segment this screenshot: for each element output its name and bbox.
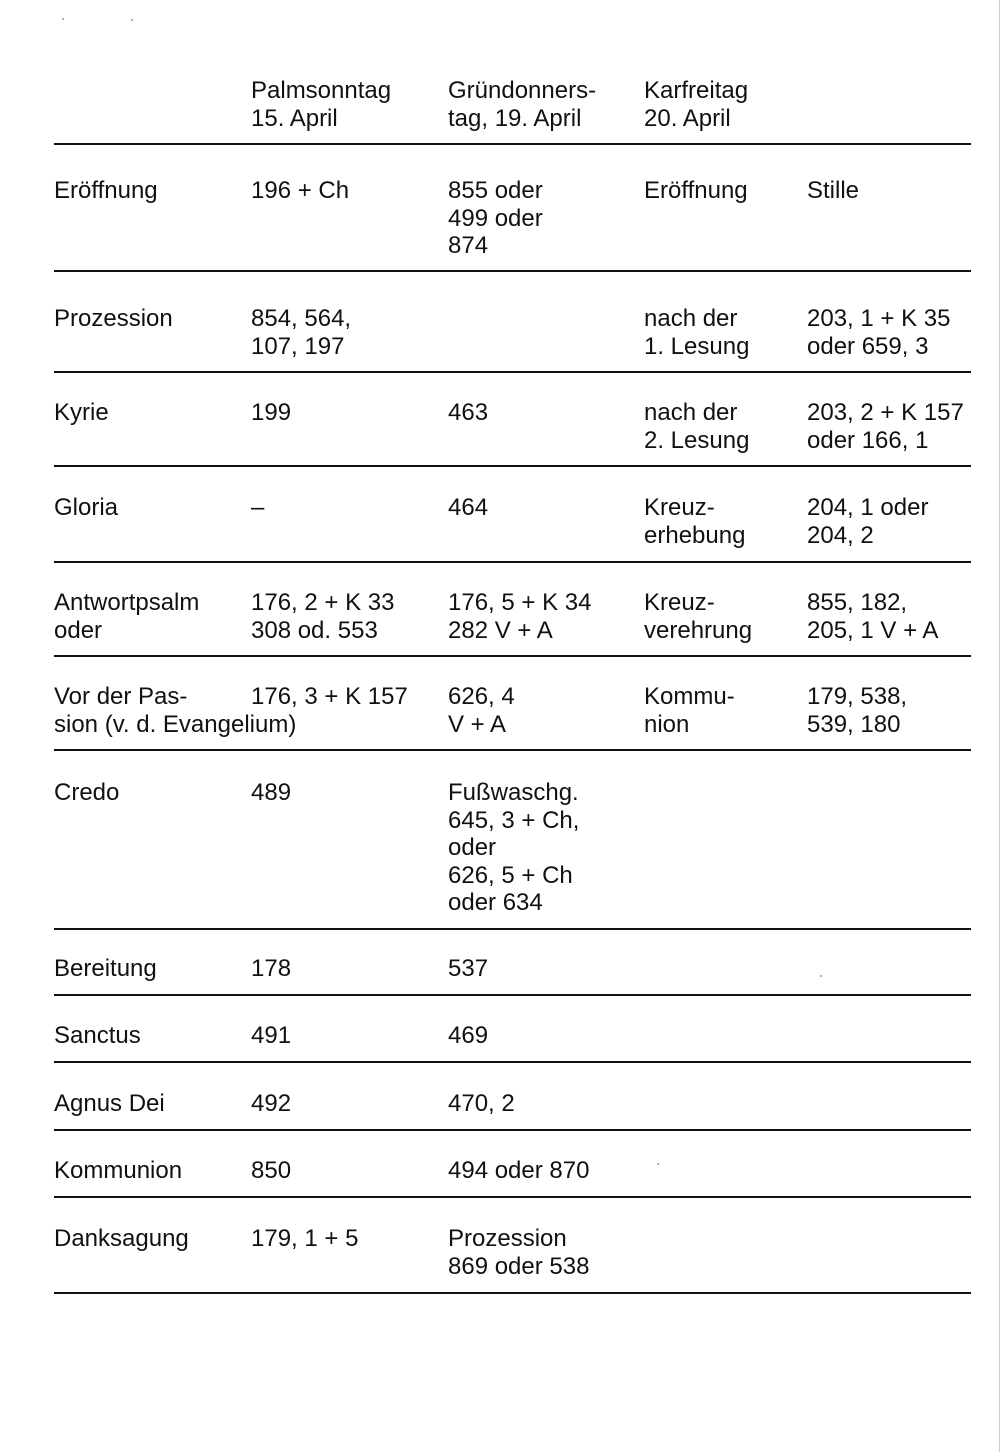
gruendonnerstag-value: 494 oder 870 (448, 1157, 590, 1184)
table-rule (54, 928, 971, 930)
karfreitag-value: Stille (807, 177, 860, 204)
gruendonnerstag-value: 470, 2 (448, 1090, 515, 1117)
table-rule (54, 1061, 971, 1063)
row-label: Kyrie (54, 399, 109, 426)
table-rule (54, 655, 971, 657)
table-rule (54, 1292, 971, 1294)
karfreitag-label: Kommu- nion (644, 683, 735, 738)
table-rule (54, 371, 971, 373)
row-label: Antwortpsalm oder (54, 589, 200, 644)
karfreitag-value: 204, 1 oder 204, 2 (807, 494, 929, 549)
palmsonntag-value: 196 + Ch (251, 177, 350, 204)
row-label: Danksagung (54, 1225, 189, 1252)
gruendonnerstag-value: 626, 4 V + A (448, 683, 515, 738)
karfreitag-label: Eröffnung (644, 177, 748, 204)
gruendonnerstag-value: 855 oder 499 oder 874 (448, 177, 543, 259)
row-label: Gloria (54, 494, 119, 521)
header-gruendonnerstag: Gründonners- tag, 19. April (448, 77, 597, 132)
karfreitag-value: 179, 538, 539, 180 (807, 683, 908, 738)
gruendonnerstag-value: 463 (448, 399, 489, 426)
palmsonntag-value: 850 (251, 1157, 292, 1184)
scan-speck (62, 18, 64, 20)
header-palmsonntag: Palmsonntag 15. April (251, 77, 392, 132)
gruendonnerstag-value: 469 (448, 1022, 489, 1049)
palmsonntag-value: – (251, 494, 265, 521)
gruendonnerstag-value: Fußwaschg. 645, 3 + Ch, oder 626, 5 + Ch oder 634 (448, 779, 580, 916)
row-label: Eröffnung (54, 177, 158, 204)
scan-speck (131, 19, 133, 21)
karfreitag-label: Kreuz- erhebung (644, 494, 746, 549)
table-rule (54, 994, 971, 996)
karfreitag-value: 203, 2 + K 157 oder 166, 1 (807, 399, 964, 454)
row-label: Sanctus (54, 1022, 141, 1049)
karfreitag-value: 203, 1 + K 35 oder 659, 3 (807, 305, 951, 360)
palmsonntag-value: 176, 2 + K 33 308 od. 553 (251, 589, 395, 644)
palmsonntag-value: 176, 3 + K 157 (251, 683, 408, 710)
scan-speck (657, 1163, 659, 1165)
gruendonnerstag-value: Prozession 869 oder 538 (448, 1225, 590, 1280)
row-label: Credo (54, 779, 120, 806)
scan-speck (820, 975, 822, 977)
row-label: Prozession (54, 305, 173, 332)
palmsonntag-value: 491 (251, 1022, 292, 1049)
table-rule (54, 561, 971, 563)
karfreitag-label: nach der 1. Lesung (644, 305, 750, 360)
palmsonntag-value: 199 (251, 399, 292, 426)
palmsonntag-value: 489 (251, 779, 292, 806)
karfreitag-label: nach der 2. Lesung (644, 399, 750, 454)
palmsonntag-value: 854, 564, 107, 197 (251, 305, 352, 360)
table-rule (54, 1129, 971, 1131)
row-label: Vor der Pas- sion (v. d. Evangelium) (54, 683, 297, 738)
row-label: Bereitung (54, 955, 157, 982)
karfreitag-value: 855, 182, 205, 1 V + A (807, 589, 939, 644)
palmsonntag-value: 178 (251, 955, 292, 982)
table-rule (54, 143, 971, 145)
table-rule (54, 1196, 971, 1198)
gruendonnerstag-value: 537 (448, 955, 489, 982)
table-rule (54, 270, 971, 272)
gruendonnerstag-value: 464 (448, 494, 489, 521)
row-label: Agnus Dei (54, 1090, 165, 1117)
row-label: Kommunion (54, 1157, 183, 1184)
header-karfreitag: Karfreitag 20. April (644, 77, 749, 132)
table-rule (54, 749, 971, 751)
gruendonnerstag-value: 176, 5 + K 34 282 V + A (448, 589, 592, 644)
palmsonntag-value: 492 (251, 1090, 292, 1117)
palmsonntag-value: 179, 1 + 5 (251, 1225, 359, 1252)
table-rule (54, 465, 971, 467)
karfreitag-label: Kreuz- verehrung (644, 589, 753, 644)
